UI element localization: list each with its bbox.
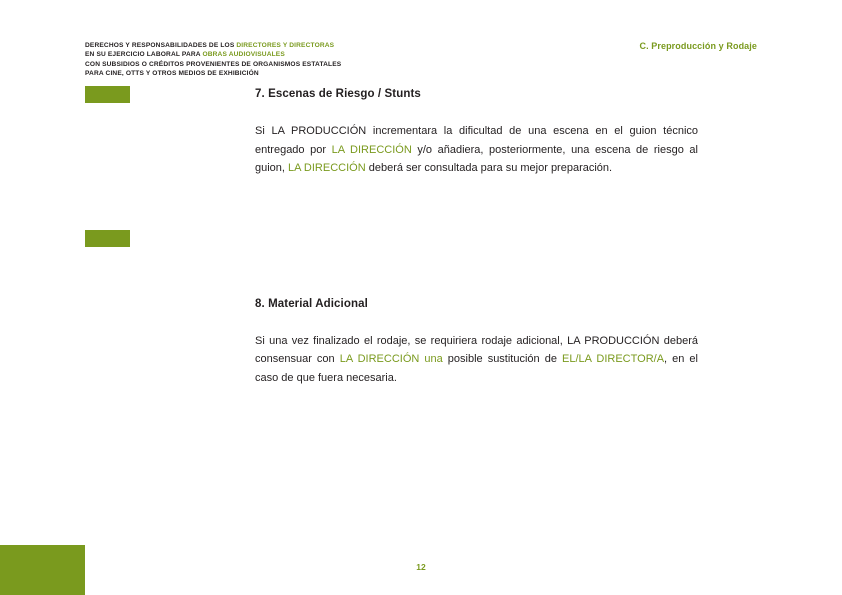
section-7-text-1: Si LA PRODUCCIÓN incrementara la dificultad de una escena en el guion técnico entregado por bbox=[255, 125, 698, 156]
section-7-text-4: LA DIRECCIÓN bbox=[288, 162, 366, 174]
header-line-2-plain: EN SU EJERCICIO LABORAL PARA bbox=[85, 51, 203, 59]
header-line-3: CON SUBSIDIOS O CRÉDITOS PROVENIENTES DE ORGANISMOS ESTATALES bbox=[85, 60, 342, 68]
section-7-text-2: LA DIRECCIÓN bbox=[331, 143, 412, 156]
document-content bbox=[255, 88, 698, 387]
header-line-4: PARA CINE, OTTS Y OTROS MEDIOS DE EXHIBICIÓN bbox=[85, 69, 259, 77]
section-7-paragraph bbox=[255, 122, 698, 178]
header-line-2 bbox=[85, 50, 385, 59]
header-line-1 bbox=[85, 41, 385, 50]
section-8-title: 8. Material Adicional bbox=[255, 297, 368, 310]
section-8-text-5: , en el caso de que fuera necesaria. bbox=[255, 353, 698, 384]
section-8-paragraph bbox=[255, 332, 698, 388]
section-8-text-3: posible sustitución de bbox=[442, 353, 562, 365]
section-8-text-1: Si una vez finalizado el rodaje, se requiriera rodaje adicional, LA PRODUCCIÓN deberá consensuar con bbox=[255, 334, 698, 365]
page-number: 12 bbox=[416, 562, 426, 572]
section-7-title: 7. Escenas de Riesgo / Stunts bbox=[255, 88, 421, 100]
green-marker-section-8 bbox=[85, 230, 130, 247]
header-line-1-highlight: DIRECTORES Y DIRECTORAS bbox=[236, 42, 335, 49]
section-8-text-2: LA DIRECCIÓN una bbox=[339, 353, 443, 365]
green-marker-section-7 bbox=[85, 86, 130, 103]
section-8-text-4: EL/LA DIRECTOR/A bbox=[562, 353, 665, 365]
section-7-text-5: deberá ser consultada para su mejor preparación. bbox=[365, 162, 613, 174]
header-section-title: C. Preproducción y Rodaje bbox=[639, 41, 757, 51]
header-line-2-highlight: OBRAS AUDIOVISUALES bbox=[202, 51, 285, 59]
section-7-text-3: y/o añadiera, posteriormente, una escena de riesgo al guion, bbox=[255, 143, 698, 174]
header-line-1-plain: DERECHOS Y RESPONSABILIDADES DE LOS bbox=[85, 42, 237, 49]
document-header-left bbox=[85, 41, 385, 78]
